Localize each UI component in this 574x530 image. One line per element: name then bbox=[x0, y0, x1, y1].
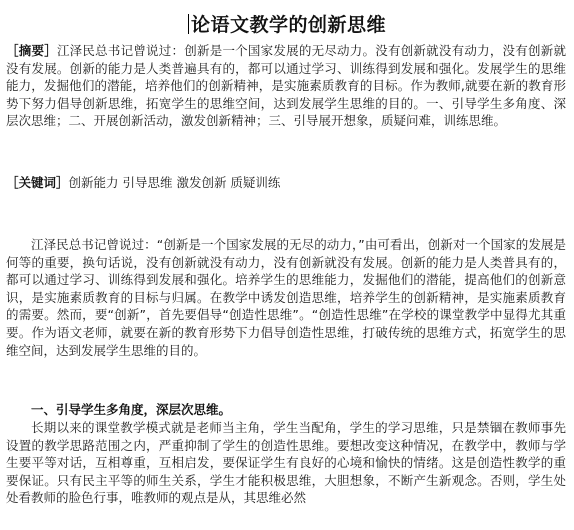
abstract-label: ［摘要］ bbox=[6, 43, 57, 58]
keywords-label: ［关键词］ bbox=[6, 175, 69, 190]
keywords-paragraph bbox=[6, 174, 566, 192]
body-paragraph-2: 长期以来的课堂教学模式就是老师当主角，学生当配角，学生的学习思维，只是禁锢在教师事先设置的教学思路范围之内，严重抑制了学生的创造性思维。要想改变这种情况，在教学中，教师与学生要平等对话，互相尊重，互相启发，要保证学生有良好的心境和愉快的情绪。这是创造性教学的重要保证。只有民主平等的师生关系，学生才能积极思维，大胆想象，不断产生新观念。否则，学生处处看教师的脸色行事，唯教师的观点是从，其思维必然 bbox=[6, 420, 566, 506]
abstract-text: 江泽民总书记曾说过：创新是一个国家发展的无尽动力。没有创新就没有动力，没有创新就没有发展。创新的能力是人类普遍具有的，都可以通过学习、训练得到发展和强化。发展学生的思维能力，发掘他们的潜能，培养他们的创新精神，是实施素质教育的目标。作为教师,就要在新的教育形势下努力倡导创新思维，拓宽学生的思维空间，达到发展学生思维的目的。一、引导学生多角度、深层次思维；二、开展创新活动，激发创新精神；三、引导展开想象，质疑问难，训练思维。 bbox=[6, 43, 566, 129]
text-cursor bbox=[188, 14, 189, 34]
body-paragraph-1: 江泽民总书记曾说过：“创新是一个国家发展的无尽的动力，”由可看出，创新对一个国家的发展是何等的重要，换句话说，没有创新就没有动力，没有创新就没有发展。创新的能力是人类普具有的，都可以通过学习、训练得到发展和强化。培养学生的思维能力，发掘他们的潜能，提高他们的创新意识，是实施素质教育的目标与归属。在教学中诱发创造思维，培养学生的创新精神，是实施素质教育的需要。然而，要“创新”，首先要倡导“创造性思维”。“创造性思维”在学校的课堂教学中显得尤其重要。作为语文老师，就要在新的教育形势下力倡导创造性思维，打破传统的思维方式，拓宽学生的思维空间，达到发展学生思维的目的。 bbox=[6, 237, 566, 358]
section-heading-1: 一、引导学生多角度，深层次思维。 bbox=[31, 402, 232, 417]
abstract-paragraph bbox=[6, 42, 566, 130]
keywords-text: 创新能力 引导思维 激发创新 质疑训练 bbox=[68, 175, 281, 190]
document-title: 论语文教学的创新思维 bbox=[190, 14, 386, 36]
document-title-line bbox=[0, 10, 574, 37]
